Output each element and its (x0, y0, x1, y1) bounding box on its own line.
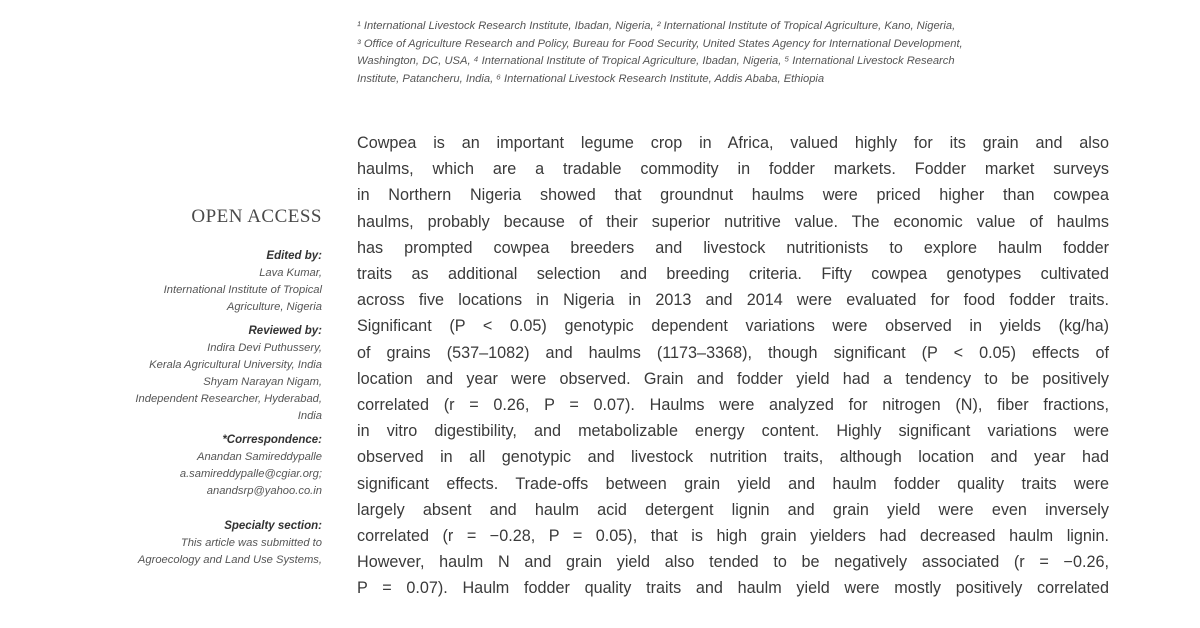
editor-line: Lava Kumar, (259, 267, 322, 279)
abstract-text (357, 130, 1109, 602)
abstract-line: across five locations in Nigeria in 2013 and 2014 were evaluated for food fodder traits. (357, 291, 1109, 310)
affiliation-line: Washington, DC, USA, ⁴ International Institute of Tropical Agriculture, Ibadan, Nigeria, ⁵ International Livestock Research (357, 55, 955, 67)
correspondence-email[interactable]: a.samireddypalle@cgiar.org; (179, 468, 322, 480)
abstract-line: haulms, probably because of their superior nutritive value. The economic value of haulms (357, 212, 1109, 231)
abstract-line: has prompted cowpea breeders and livestock nutritionists to explore haulm fodder (357, 238, 1109, 257)
edited-by-heading: Edited by: (266, 250, 322, 262)
reviewer-line: India (297, 410, 322, 422)
abstract-line: P = 0.07). Haulm fodder quality traits and haulm yield were mostly positively correlated (357, 579, 1109, 598)
affiliation-line: ¹ International Livestock Research Institute, Ibadan, Nigeria, ² International Institute of Tropical Agriculture, Kano, Nigeria, (357, 20, 956, 32)
reviewer-line: Independent Researcher, Hyderabad, (135, 393, 322, 405)
reviewed-by-heading: Reviewed by: (248, 325, 322, 337)
correspondence-heading: *Correspondence: (222, 434, 322, 446)
abstract-line: largely absent and haulm acid detergent lignin and grain yield were even inversely (357, 500, 1109, 519)
specialty-line: This article was submitted to (180, 537, 322, 549)
abstract-line: significant effects. Trade-offs between grain yield and haulm fodder quality traits were (357, 474, 1109, 493)
abstract-line: location and year were observed. Grain and fodder yield had a tendency to be positively (357, 369, 1109, 388)
correspondence-line: Anandan Samireddypalle (196, 451, 322, 463)
article-sidebar (60, 206, 322, 569)
specialty-section-heading: Specialty section: (224, 520, 322, 532)
abstract-line: traits as additional selection and breeding criteria. Fifty cowpea genotypes cultivated (357, 265, 1109, 284)
abstract-line: in vitro digestibility, and metabolizable energy content. Highly significant variations were (357, 422, 1109, 441)
abstract-line: correlated (r = −0.28, P = 0.05), that is high grain yielders had decreased haulm lignin. (357, 527, 1109, 546)
abstract-line: in Northern Nigeria showed that groundnut haulms were priced higher than cowpea (357, 186, 1109, 205)
abstract-line: Significant (P < 0.05) genotypic dependent variations were observed in yields (kg/ha) (357, 317, 1109, 336)
abstract-line: haulms, which are a tradable commodity in fodder markets. Fodder market surveys (357, 160, 1109, 179)
abstract-line: observed in all genotypic and livestock nutrition traits, although location and year had (357, 448, 1109, 467)
affiliation-line: Institute, Patancheru, India, ⁶ International Livestock Research Institute, Addis Ababa, Ethiopia (357, 72, 825, 85)
reviewer-line: Kerala Agricultural University, India (149, 359, 322, 371)
author-affiliations (357, 18, 1117, 88)
reviewer-line: Indira Devi Puthussery, (207, 342, 322, 354)
abstract-line: However, haulm N and grain yield also tended to be negatively associated (r = −0.26, (357, 553, 1109, 572)
open-access-label: OPEN ACCESS (191, 206, 322, 227)
affiliation-line: ³ Office of Agriculture Research and Policy, Bureau for Food Security, United States Agency for International Development, (357, 37, 963, 50)
correspondence-email[interactable]: anandsrp@yahoo.co.in (206, 485, 322, 497)
abstract-line: Cowpea is an important legume crop in Africa, valued highly for its grain and also (357, 134, 1109, 152)
specialty-line: Agroecology and Land Use Systems, (137, 554, 322, 566)
editor-line: Agriculture, Nigeria (226, 301, 322, 313)
reviewer-line: Shyam Narayan Nigam, (203, 376, 322, 388)
abstract-line: correlated (r = 0.26, P = 0.07). Haulms were analyzed for nitrogen (N), fiber fractions, (357, 396, 1109, 415)
abstract-line: of grains (537–1082) and haulms (1173–3368), though significant (P < 0.05) effects of (357, 343, 1109, 362)
editor-line: International Institute of Tropical (163, 284, 322, 296)
